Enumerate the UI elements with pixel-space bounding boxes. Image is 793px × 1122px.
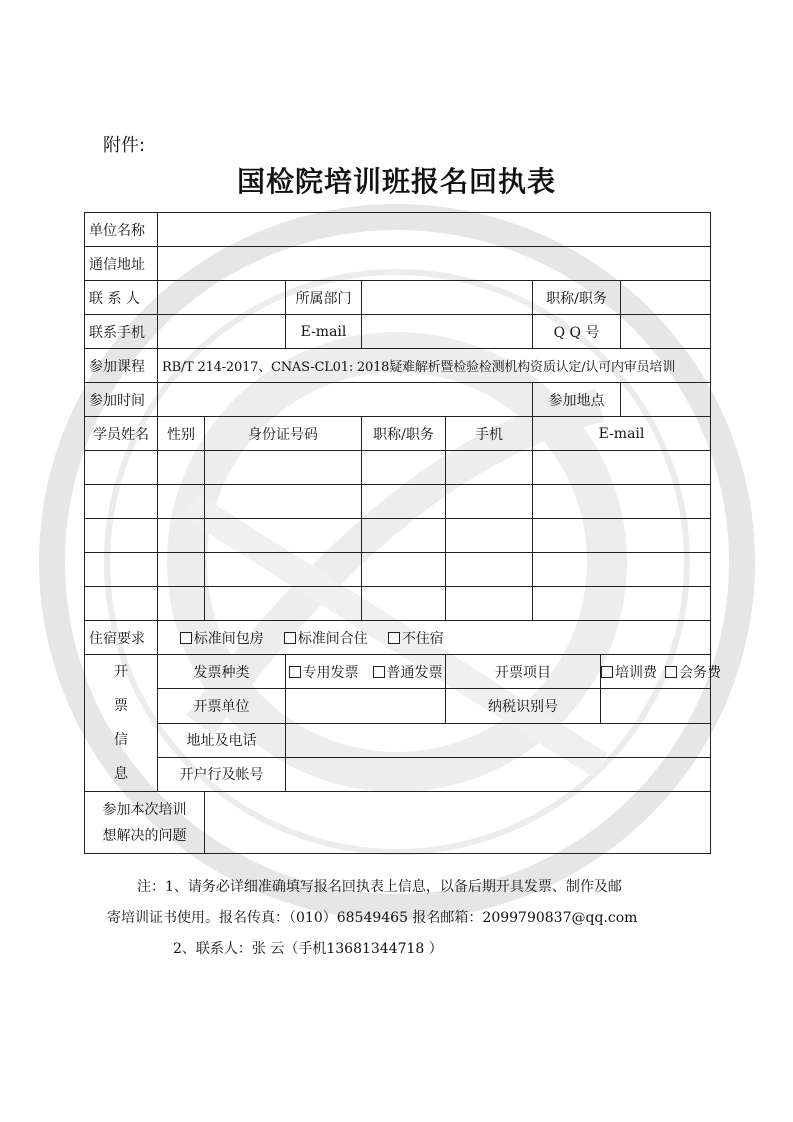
- question-label-line: 想解决的问题: [102, 827, 187, 844]
- student-name-cell[interactable]: [85, 519, 158, 553]
- invoice-section-char: 开: [114, 664, 128, 680]
- department-label: 所属部门: [286, 281, 362, 315]
- student-title-cell[interactable]: [362, 553, 446, 587]
- address-input[interactable]: [158, 247, 711, 281]
- student-title-cell[interactable]: [362, 587, 446, 621]
- registration-form-table: [84, 212, 721, 854]
- invoice-item-option-label: 培训费: [615, 664, 657, 681]
- address-label: 通信地址: [85, 247, 158, 281]
- student-gender-cell[interactable]: [158, 587, 205, 621]
- time-input[interactable]: [158, 383, 533, 417]
- student-email-cell[interactable]: [533, 485, 711, 519]
- question-label: [85, 792, 205, 854]
- title-input[interactable]: [621, 281, 711, 315]
- invoice-item-training[interactable]: [601, 665, 657, 681]
- invoice-item-options: [601, 655, 721, 689]
- time-label: 参加时间: [85, 383, 158, 417]
- invoice-type-normal[interactable]: [373, 665, 443, 681]
- notes: [107, 872, 707, 965]
- student-header-gender: 性别: [158, 417, 205, 451]
- student-email-cell[interactable]: [533, 587, 711, 621]
- checkbox-icon[interactable]: [601, 666, 613, 678]
- checkbox-icon[interactable]: [665, 666, 677, 678]
- unit-label: 单位名称: [85, 213, 158, 247]
- student-header-phone: 手机: [446, 417, 533, 451]
- lodging-option-shared[interactable]: [284, 631, 368, 647]
- place-label: 参加地点: [533, 383, 621, 417]
- place-input[interactable]: [621, 383, 711, 417]
- student-phone-cell[interactable]: [446, 519, 533, 553]
- table-row: [85, 553, 711, 587]
- student-header-title: 职称/职务: [362, 417, 446, 451]
- checkbox-icon[interactable]: [289, 666, 301, 678]
- student-gender-cell[interactable]: [158, 485, 205, 519]
- invoice-address-label: 地址及电话: [158, 723, 286, 757]
- invoice-unit-row: [85, 689, 711, 723]
- student-email-cell[interactable]: [533, 553, 711, 587]
- time-row: [85, 383, 711, 417]
- checkbox-icon[interactable]: [373, 666, 385, 678]
- qq-input[interactable]: [621, 315, 711, 349]
- department-input[interactable]: [362, 281, 533, 315]
- invoice-unit-label: 开票单位: [158, 689, 286, 723]
- student-header-name: 学员姓名: [85, 417, 158, 451]
- invoice-bank-row: [85, 757, 711, 791]
- student-id-cell[interactable]: [205, 519, 362, 553]
- tax-id-input[interactable]: [601, 689, 711, 723]
- lodging-options: [158, 621, 711, 655]
- checkbox-icon[interactable]: [180, 632, 192, 644]
- contact-row: [85, 281, 711, 315]
- lodging-option-label: 不住宿: [401, 630, 444, 647]
- title-label: 职称/职务: [533, 281, 621, 315]
- invoice-item-option-label: 会务费: [679, 664, 721, 681]
- student-phone-cell[interactable]: [446, 553, 533, 587]
- email-label: E-mail: [286, 315, 362, 349]
- student-id-cell[interactable]: [205, 485, 362, 519]
- phone-label: 联系手机: [85, 315, 158, 349]
- student-phone-cell[interactable]: [446, 485, 533, 519]
- course-label: 参加课程: [85, 349, 158, 383]
- phone-row: [85, 315, 711, 349]
- question-input[interactable]: [205, 792, 711, 854]
- invoice-type-label: 发票种类: [158, 655, 286, 689]
- invoice-type-options: [286, 655, 446, 689]
- student-title-cell[interactable]: [362, 485, 446, 519]
- lodging-option-suite[interactable]: [180, 631, 264, 647]
- attachment-label: 附件:: [103, 135, 146, 156]
- invoice-item-label: 开票项目: [446, 655, 601, 689]
- unit-input[interactable]: [158, 213, 711, 247]
- student-name-cell[interactable]: [85, 485, 158, 519]
- qq-label: Q Q 号: [533, 315, 621, 349]
- tax-id-label: 纳税识别号: [446, 689, 601, 723]
- table-row: [85, 485, 711, 519]
- page-title: 国检院培训班报名回执表: [236, 165, 556, 198]
- lodging-option-label: 标准间包房: [193, 630, 264, 647]
- invoice-type-row: [85, 655, 711, 689]
- invoice-type-special[interactable]: [289, 665, 359, 681]
- note-line: 寄培训证书使用。报名传真：（010）68549465 报名邮箱：2099790837@qq.com: [107, 910, 638, 926]
- note-line: 注：1、请务必详细准确填写报名回执表上信息，以备后期开具发票、制作及邮: [137, 879, 622, 895]
- unit-row: [85, 213, 711, 247]
- question-row: [85, 792, 711, 854]
- question-label-line: 参加本次培训: [102, 801, 187, 818]
- student-phone-cell[interactable]: [446, 451, 533, 485]
- student-name-cell[interactable]: [85, 553, 158, 587]
- student-id-cell[interactable]: [205, 451, 362, 485]
- student-email-cell[interactable]: [533, 451, 711, 485]
- student-header-email: E-mail: [533, 417, 711, 451]
- table-row: [85, 587, 711, 621]
- student-phone-cell[interactable]: [446, 587, 533, 621]
- table-row: [85, 451, 711, 485]
- student-id-cell[interactable]: [205, 587, 362, 621]
- lodging-option-none[interactable]: [388, 631, 444, 647]
- contact-input[interactable]: [158, 281, 286, 315]
- student-name-cell[interactable]: [85, 451, 158, 485]
- table-row: [85, 519, 711, 553]
- invoice-item-meeting[interactable]: [665, 665, 721, 681]
- course-value: RB/T 214-2017、CNAS-CL01: 2018疑难解析暨检验检测机构资质认定/认可内审员培训: [158, 349, 711, 383]
- course-row: [85, 349, 711, 383]
- lodging-label: 住宿要求: [85, 621, 158, 655]
- checkbox-icon[interactable]: [284, 632, 296, 644]
- student-header-row: [85, 417, 711, 451]
- invoice-type-option-label: 普通发票: [386, 664, 443, 681]
- student-header-id: 身份证号码: [205, 417, 362, 451]
- note-line: 2、联系人：张 云（手机13681344718 ）: [173, 941, 443, 957]
- invoice-bank-input[interactable]: [286, 757, 711, 791]
- invoice-address-row: [85, 723, 711, 757]
- lodging-row: [85, 621, 711, 655]
- student-gender-cell[interactable]: [158, 553, 205, 587]
- invoice-address-input[interactable]: [286, 723, 711, 757]
- phone-input[interactable]: [158, 315, 286, 349]
- invoice-section-label: [85, 655, 158, 792]
- contact-label: 联 系 人: [85, 281, 158, 315]
- student-title-cell[interactable]: [362, 519, 446, 553]
- email-input[interactable]: [362, 315, 533, 349]
- student-id-cell[interactable]: [205, 553, 362, 587]
- invoice-bank-label: 开户行及帐号: [158, 757, 286, 791]
- student-gender-cell[interactable]: [158, 519, 205, 553]
- invoice-section-char: 票: [114, 698, 128, 714]
- invoice-section-char: 信: [114, 732, 128, 748]
- student-email-cell[interactable]: [533, 519, 711, 553]
- student-name-cell[interactable]: [85, 587, 158, 621]
- checkbox-icon[interactable]: [388, 632, 400, 644]
- lodging-option-label: 标准间合住: [297, 630, 368, 647]
- invoice-section-char: 息: [114, 766, 128, 782]
- student-title-cell[interactable]: [362, 451, 446, 485]
- invoice-unit-input[interactable]: [286, 689, 446, 723]
- address-row: [85, 247, 711, 281]
- student-gender-cell[interactable]: [158, 451, 205, 485]
- invoice-type-option-label: 专用发票: [302, 664, 359, 681]
